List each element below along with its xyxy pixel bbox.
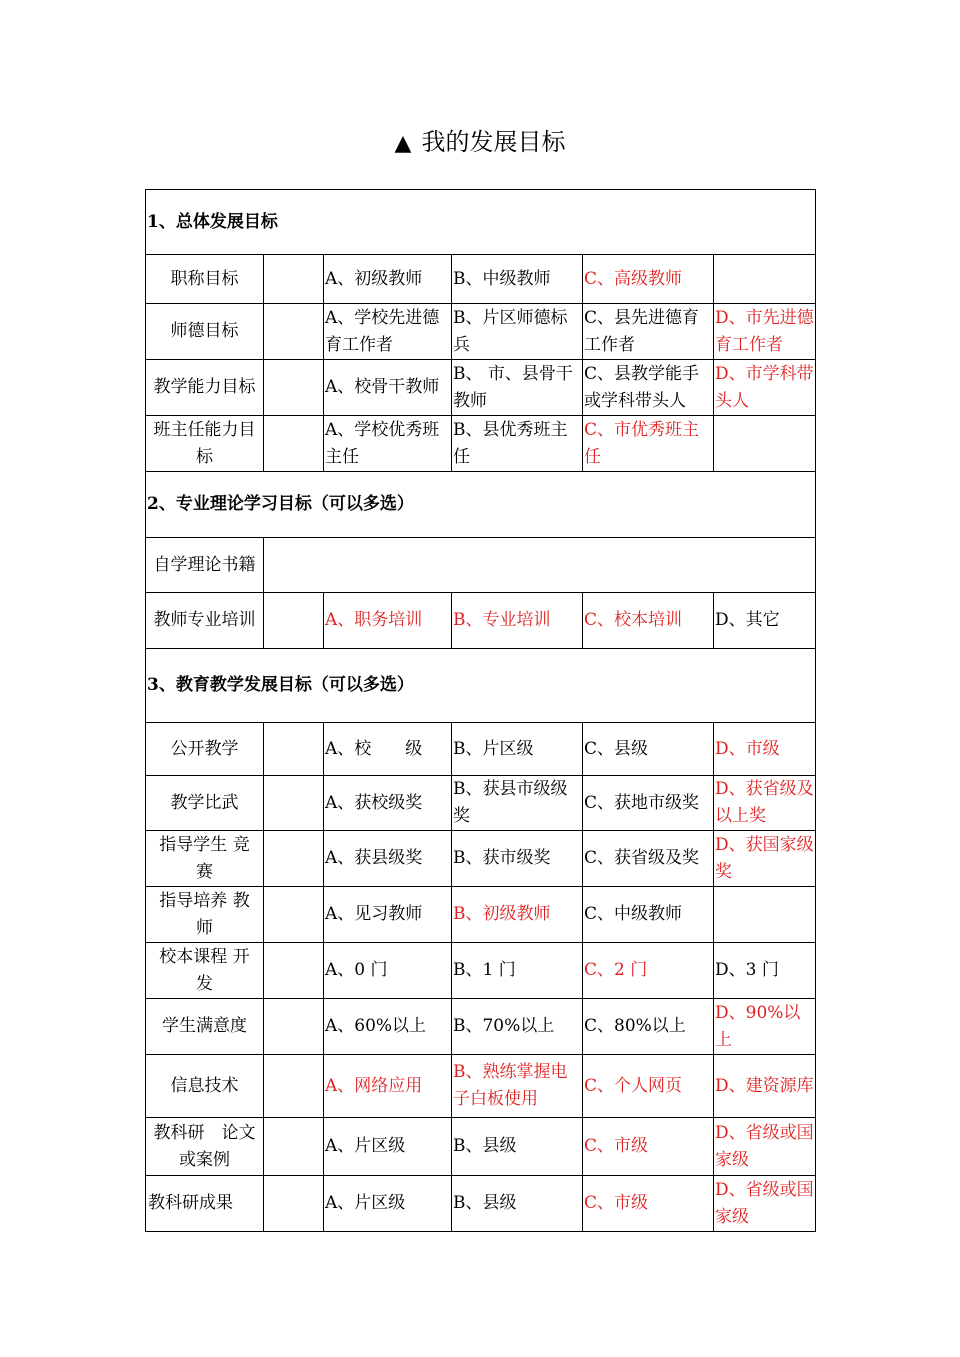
empty-cell [264, 416, 324, 472]
option-c: C、中级教师 [583, 887, 714, 943]
row-label: 教科研 论文或案例 [146, 1118, 264, 1176]
triangle-icon: ▲ [394, 131, 412, 156]
page-title [0, 122, 960, 157]
table-row [146, 360, 816, 416]
empty-cell [264, 255, 324, 304]
empty-cell [264, 304, 324, 360]
option-a: A、获县级奖 [324, 831, 452, 887]
option-a: A、网络应用 [324, 1055, 452, 1118]
option-c: C、获省级及奖 [583, 831, 714, 887]
table-row [146, 723, 816, 776]
empty-cell [264, 999, 324, 1055]
row-label: 教学比武 [146, 776, 264, 831]
option-b: B、专业培训 [452, 593, 583, 649]
option-a: A、见习教师 [324, 887, 452, 943]
option-d: D、省级或国家级 [714, 1176, 816, 1232]
option-a: A、片区级 [324, 1118, 452, 1176]
option-a: A、片区级 [324, 1176, 452, 1232]
table-row [146, 1176, 816, 1232]
option-c: C、2 门 [583, 943, 714, 999]
table-row [146, 831, 816, 887]
option-b: B、县级 [452, 1176, 583, 1232]
option-b: B、县优秀班主任 [452, 416, 583, 472]
option-c: C、80%以上 [583, 999, 714, 1055]
table-row [146, 593, 816, 649]
row-label: 信息技术 [146, 1055, 264, 1118]
empty-cell [264, 1118, 324, 1176]
option-b: B、 市、县骨干教师 [452, 360, 583, 416]
section-row [146, 472, 816, 538]
empty-cell [264, 593, 324, 649]
row-label: 班主任能力目标 [146, 416, 264, 472]
section-title: 2、专业理论学习目标（可以多选） [146, 472, 816, 538]
empty-cell [264, 723, 324, 776]
option-c: C、县教学能手或学科带头人 [583, 360, 714, 416]
option-b: B、获县市级级奖 [452, 776, 583, 831]
option-d: D、90%以上 [714, 999, 816, 1055]
option-b: B、70%以上 [452, 999, 583, 1055]
section-row [146, 190, 816, 255]
option-b: B、1 门 [452, 943, 583, 999]
row-label: 校本课程 开发 [146, 943, 264, 999]
empty-cell [264, 776, 324, 831]
option-d [714, 255, 816, 304]
empty-cell [264, 943, 324, 999]
option-a: A、60%以上 [324, 999, 452, 1055]
option-b: B、片区级 [452, 723, 583, 776]
table-row [146, 999, 816, 1055]
section-title: 3、教育教学发展目标（可以多选） [146, 649, 816, 723]
option-d: D、省级或国家级 [714, 1118, 816, 1176]
option-d: D、市级 [714, 723, 816, 776]
table-row [146, 943, 816, 999]
table-row [146, 1118, 816, 1176]
row-label: 职称目标 [146, 255, 264, 304]
option-b: B、县级 [452, 1118, 583, 1176]
page-title-text: 我的发展目标 [421, 128, 566, 156]
option-b: B、熟练掌握电子白板使用 [452, 1055, 583, 1118]
option-a: A、校骨干教师 [324, 360, 452, 416]
table-row [146, 1055, 816, 1118]
option-b: B、获市级奖 [452, 831, 583, 887]
row-label: 指导学生 竞赛 [146, 831, 264, 887]
option-d: D、获省级及以上奖 [714, 776, 816, 831]
table-row [146, 255, 816, 304]
option-a: A、学校先进德育工作者 [324, 304, 452, 360]
option-b: B、片区师德标兵 [452, 304, 583, 360]
option-c: C、校本培训 [583, 593, 714, 649]
empty-cell [264, 887, 324, 943]
table-row [146, 538, 816, 593]
row-label: 指导培养 教师 [146, 887, 264, 943]
empty-cell [264, 1055, 324, 1118]
table-row [146, 416, 816, 472]
empty-cell [264, 831, 324, 887]
option-d [714, 416, 816, 472]
table-row [146, 887, 816, 943]
option-b: B、中级教师 [452, 255, 583, 304]
option-a: A、获校级奖 [324, 776, 452, 831]
row-label: 公开教学 [146, 723, 264, 776]
option-a: A、0 门 [324, 943, 452, 999]
row-label: 教学能力目标 [146, 360, 264, 416]
option-c: C、获地市级奖 [583, 776, 714, 831]
row-label: 学生满意度 [146, 999, 264, 1055]
row-label: 教师专业培训 [146, 593, 264, 649]
row-label: 师德目标 [146, 304, 264, 360]
empty-cell [264, 360, 324, 416]
option-d: D、建资源库 [714, 1055, 816, 1118]
option-d: D、市学科带头人 [714, 360, 816, 416]
option-d: D、其它 [714, 593, 816, 649]
row-label: 教科研成果 [146, 1176, 264, 1232]
option-a: A、职务培训 [324, 593, 452, 649]
section-row [146, 649, 816, 723]
books-cell [264, 538, 816, 593]
option-d: D、3 门 [714, 943, 816, 999]
option-c: C、市优秀班主任 [583, 416, 714, 472]
option-c: C、县先进德育工作者 [583, 304, 714, 360]
option-a: A、学校优秀班主任 [324, 416, 452, 472]
option-b: B、初级教师 [452, 887, 583, 943]
goals-table [145, 189, 816, 1232]
row-label: 自学理论书籍 [146, 538, 264, 593]
option-c: C、高级教师 [583, 255, 714, 304]
option-c: C、个人网页 [583, 1055, 714, 1118]
option-d: D、获国家级奖 [714, 831, 816, 887]
option-d: D、市先进德育工作者 [714, 304, 816, 360]
option-a: A、初级教师 [324, 255, 452, 304]
option-c: C、市级 [583, 1118, 714, 1176]
option-a: A、校 级 [324, 723, 452, 776]
table-row [146, 776, 816, 831]
section-title: 1、总体发展目标 [146, 190, 816, 255]
option-c: C、市级 [583, 1176, 714, 1232]
option-c: C、县级 [583, 723, 714, 776]
table-row [146, 304, 816, 360]
option-d [714, 887, 816, 943]
empty-cell [264, 1176, 324, 1232]
